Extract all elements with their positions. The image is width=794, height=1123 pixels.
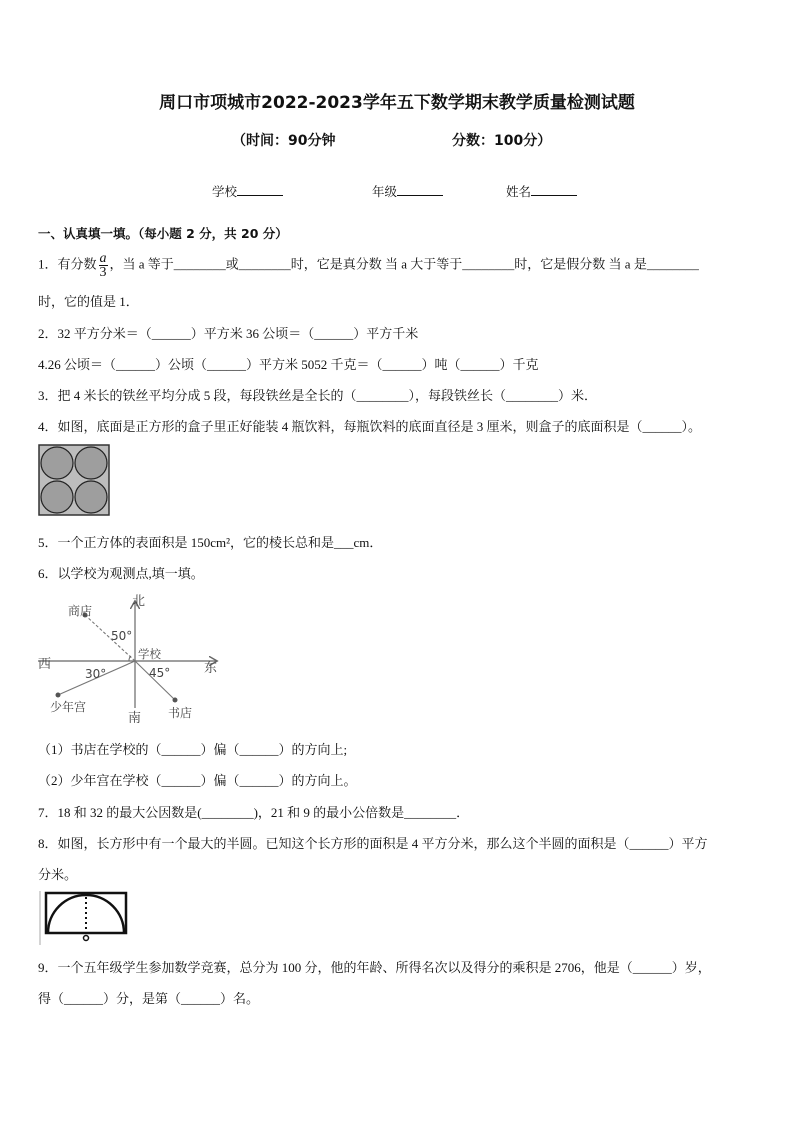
store-label: 商店 xyxy=(68,604,93,618)
exam-time: （时间：90分钟 xyxy=(232,133,336,149)
question-8-line1: 8．如图，长方形中有一个最大的半圆。已知这个长方形的面积是 4 平方分米，那么这个半圆的面积是（______）平方 xyxy=(38,836,708,851)
store-angle-label: 50° xyxy=(111,629,133,643)
question-6-sub2: （2）少年宫在学校（______）偏（______）的方向上。 xyxy=(38,773,357,788)
question-2-line1: 2．32 平方分米＝（______）平方米 36 公顷＝（______）平方千米 xyxy=(38,326,419,341)
fraction-numerator: a xyxy=(99,251,107,266)
name-blank[interactable] xyxy=(531,183,577,196)
question-5: 5．一个正方体的表面积是 150cm²，它的棱长总和是___cm． xyxy=(38,535,383,550)
question-7: 7．18 和 32 的最大公因数是(________)，21 和 9 的最小公倍数是________． xyxy=(38,805,470,820)
q1-line1-rest: ，当 a 等于________或________时，它是真分数 当 a 大于等于________时，它是假分数 当 a 是________ xyxy=(109,256,699,272)
youth-palace-angle-label: 30° xyxy=(85,667,107,681)
school-angle-arc xyxy=(129,656,131,661)
center-point xyxy=(84,936,89,941)
youth-palace-label: 少年宫 xyxy=(50,700,87,714)
grade-field xyxy=(372,182,443,200)
fraction-denominator: 3 xyxy=(99,265,107,280)
school-field xyxy=(212,182,283,200)
name-field xyxy=(506,182,577,200)
page-title: 周口市项城市2022-2023学年五下数学期末教学质量检测试题 xyxy=(159,93,635,113)
grade-blank[interactable] xyxy=(397,183,443,196)
question-4: 4．如图，底面是正方形的盒子里正好能装 4 瓶饮料，每瓶饮料的底面直径是 3 厘米，则盒子的底面积是（______）。 xyxy=(38,419,702,434)
east-label: 东 xyxy=(204,661,218,676)
school-label: 学校 xyxy=(212,184,238,199)
q1-prefix: 1．有分数 xyxy=(38,256,97,272)
question-9-line2: 得（______）分，是第（______）名。 xyxy=(38,991,260,1006)
south-label: 南 xyxy=(128,711,142,726)
exam-score: 分数：100分） xyxy=(452,133,552,149)
north-label: 北 xyxy=(132,594,146,609)
bookstore-angle-label: 45° xyxy=(149,666,171,680)
rectangle-semicircle-figure xyxy=(38,891,130,945)
box-with-four-bottles-figure xyxy=(38,444,110,516)
question-8-line2: 分米。 xyxy=(38,867,78,882)
grade-label: 年级 xyxy=(372,184,398,199)
direction-diagram xyxy=(36,590,236,726)
fraction-a-over-3 xyxy=(99,252,108,279)
west-label: 西 xyxy=(38,657,52,672)
question-9-line1: 9．一个五年级学生参加数学竞赛，总分为 100 分，他的年龄、所得名次以及得分的乘积是 2706，他是（______）岁， xyxy=(38,960,711,975)
question-3: 3．把 4 米长的铁丝平均分成 5 段，每段铁丝是全长的（________），每段铁丝长（________）米． xyxy=(38,388,598,403)
question-1 xyxy=(38,252,699,279)
question-6-stem: 6．以学校为观测点,填一填。 xyxy=(38,566,204,581)
section-heading: 一、认真填一填。（每小题 2 分，共 20 分） xyxy=(38,226,288,241)
school-label: 学校 xyxy=(138,647,161,661)
question-6-sub1: （1）书店在学校的（______）偏（______）的方向上; xyxy=(38,742,348,757)
name-label: 姓名 xyxy=(506,184,532,199)
school-blank[interactable] xyxy=(237,183,283,196)
bookstore-point xyxy=(173,698,178,703)
youth-palace-point xyxy=(56,693,61,698)
bookstore-label: 书店 xyxy=(168,706,193,720)
question-2-line2: 4.26 公顷＝（______）公顷（______）平方米 5052 千克＝（______）吨（______）千克 xyxy=(38,357,539,372)
question-1-line2: 时，它的值是 1． xyxy=(38,294,139,309)
